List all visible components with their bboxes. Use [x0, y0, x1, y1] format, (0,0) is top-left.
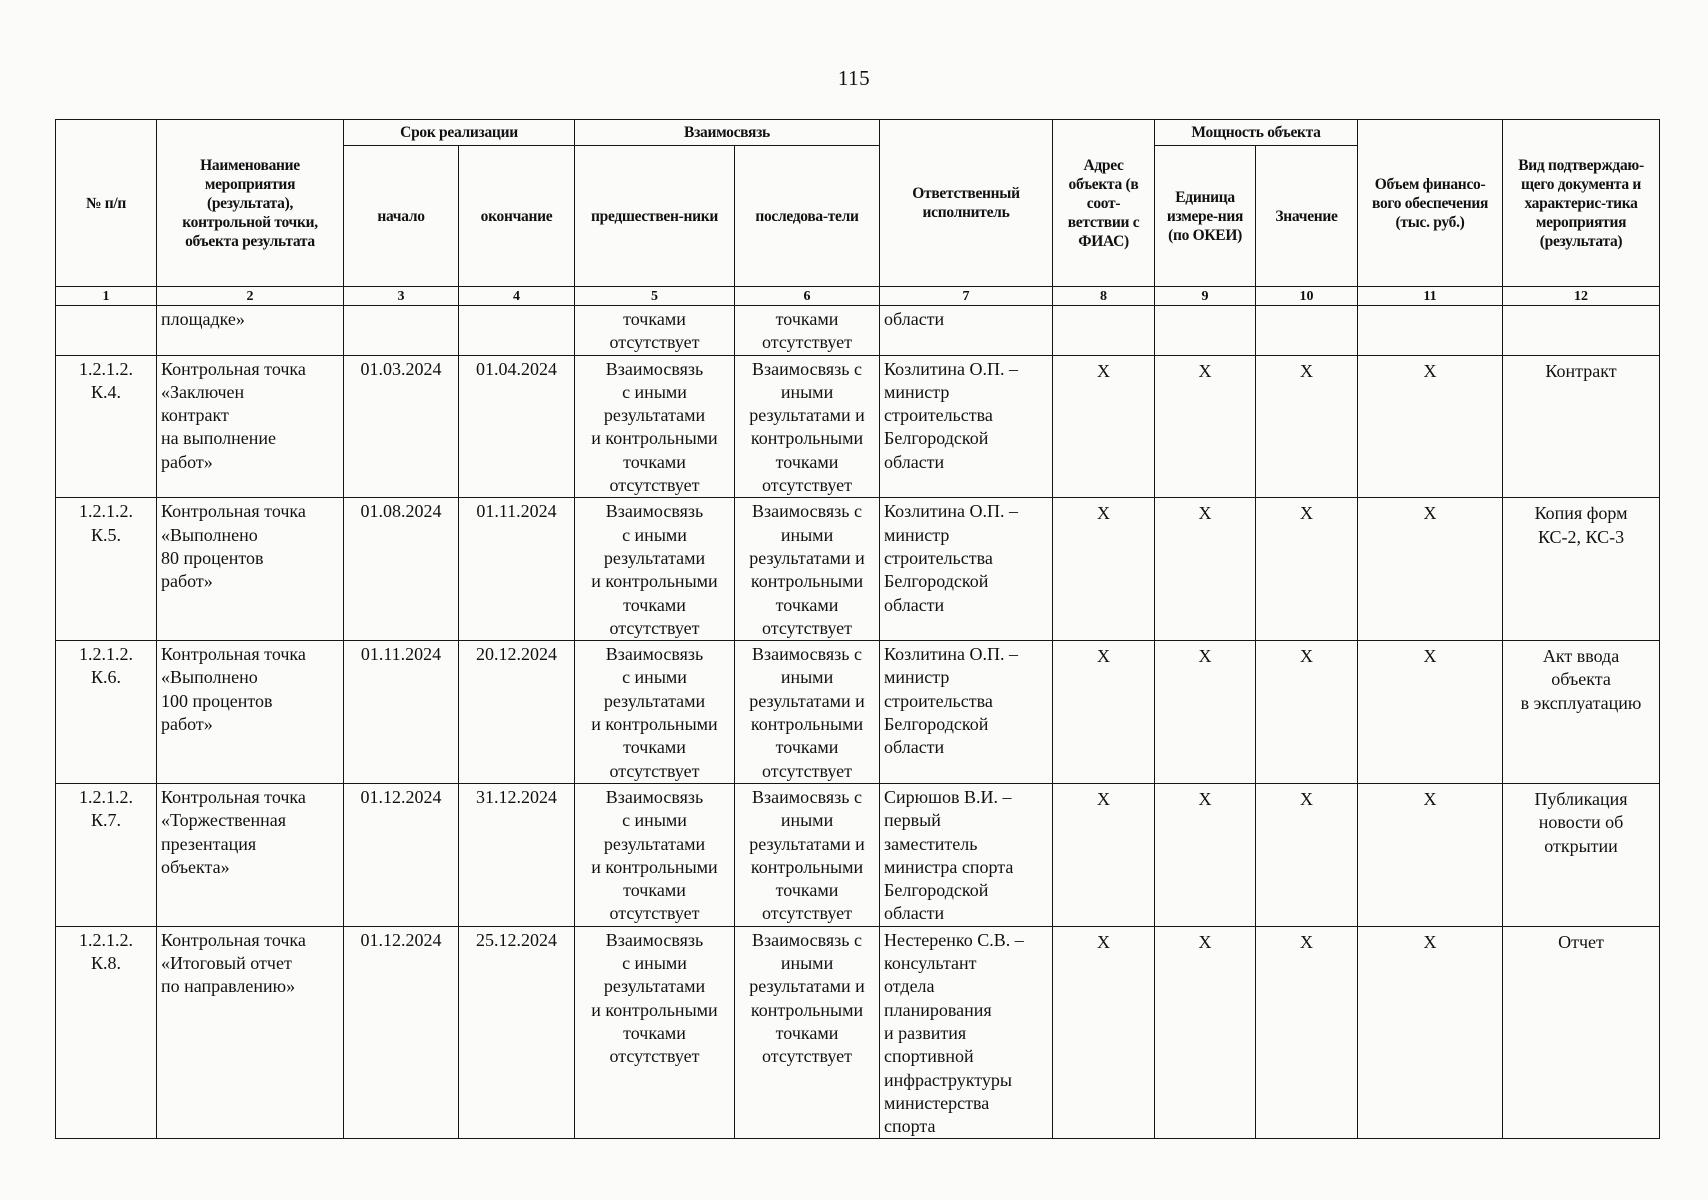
cell-value: X — [1256, 926, 1358, 1139]
page-number: 115 — [837, 66, 871, 90]
cell-num: 1.2.1.2. К.7. — [56, 783, 157, 926]
cell-start: 01.03.2024 — [344, 355, 459, 498]
cell-document: Копия форм КС-2, КС-3 — [1503, 498, 1660, 641]
header-addr: Адрес объекта (в соот-ветствии с ФИАС) — [1053, 120, 1155, 287]
table-row — [56, 641, 1660, 784]
header-value: Значение — [1256, 146, 1358, 287]
cell-value: X — [1256, 355, 1358, 498]
table-row-continued — [56, 306, 1660, 356]
cell-document: Публикация новости об открытии — [1503, 783, 1660, 926]
cell-value: X — [1256, 783, 1358, 926]
cell-name: Контрольная точка «Итоговый отчет по направлению» — [157, 926, 344, 1139]
col-number: 3 — [344, 287, 459, 306]
cell-name: Контрольная точка «Торжественная презентация объекта» — [157, 783, 344, 926]
col-number: 6 — [735, 287, 880, 306]
checkpoint-table — [55, 119, 1660, 1139]
cell-start: 01.12.2024 — [344, 926, 459, 1139]
cell-end: 31.12.2024 — [459, 783, 575, 926]
col-number: 12 — [1503, 287, 1660, 306]
cell-value: X — [1256, 498, 1358, 641]
cell-address: X — [1053, 498, 1155, 641]
cell-finance: X — [1358, 641, 1503, 784]
cell-responsible: Козлитина О.П. – министр строительства Белгородской области — [880, 641, 1053, 784]
cell-successors: Взаимосвязь с иными результатами и контрольными точками отсутствует — [735, 641, 880, 784]
table-row — [56, 355, 1660, 498]
cell-successors: Взаимосвязь с иными результатами и контрольными точками отсутствует — [735, 783, 880, 926]
col-number: 2 — [157, 287, 344, 306]
cell-address: X — [1053, 783, 1155, 926]
cell-end: 25.12.2024 — [459, 926, 575, 1139]
cell-predecessors: Взаимосвязь с иными результатами и контрольными точками отсутствует — [575, 926, 735, 1139]
header-power: Мощность объекта — [1155, 120, 1358, 146]
header-pred: предшествен-ники — [575, 146, 735, 287]
table-row — [56, 926, 1660, 1139]
header-resp: Ответственный исполнитель — [880, 120, 1053, 287]
cell-document: Отчет — [1503, 926, 1660, 1139]
header-fin: Объем финансо-вого обеспечения (тыс. руб.) — [1358, 120, 1503, 287]
cell-start: 01.12.2024 — [344, 783, 459, 926]
header-srok: Срок реализации — [344, 120, 575, 146]
cell-predecessors: Взаимосвязь с иными результатами и контрольными точками отсутствует — [575, 641, 735, 784]
cell-num: 1.2.1.2. К.6. — [56, 641, 157, 784]
cell-start: 01.08.2024 — [344, 498, 459, 641]
cell-name: Контрольная точка «Заключен контракт на выполнение работ» — [157, 355, 344, 498]
col-number: 10 — [1256, 287, 1358, 306]
cell-name: площадке» — [157, 306, 344, 356]
cell-predecessors: Взаимосвязь с иными результатами и контрольными точками отсутствует — [575, 355, 735, 498]
cell-responsible: Нестеренко С.В. – консультант отдела планирования и развития спортивной инфраструктуры министерства спорта — [880, 926, 1053, 1139]
cell-predecessors: точками отсутствует — [575, 306, 735, 356]
col-number: 8 — [1053, 287, 1155, 306]
cell-responsible: Сирюшов В.И. – первый заместитель министра спорта Белгородской области — [880, 783, 1053, 926]
cell-address: X — [1053, 926, 1155, 1139]
cell-finance: X — [1358, 498, 1503, 641]
cell-num: 1.2.1.2. К.5. — [56, 498, 157, 641]
cell-num: 1.2.1.2. К.4. — [56, 355, 157, 498]
cell-successors: точками отсутствует — [735, 306, 880, 356]
table-row — [56, 783, 1660, 926]
cell-end: 01.11.2024 — [459, 498, 575, 641]
cell-predecessors: Взаимосвязь с иными результатами и контрольными точками отсутствует — [575, 783, 735, 926]
col-number: 9 — [1155, 287, 1256, 306]
cell-unit: X — [1155, 641, 1256, 784]
cell-responsible: Козлитина О.П. – министр строительства Белгородской области — [880, 355, 1053, 498]
cell-document: Контракт — [1503, 355, 1660, 498]
cell-unit: X — [1155, 355, 1256, 498]
cell-unit: X — [1155, 926, 1256, 1139]
cell-name: Контрольная точка «Выполнено 80 процентов работ» — [157, 498, 344, 641]
header-posl: последова-тели — [735, 146, 880, 287]
cell-num: 1.2.1.2. К.8. — [56, 926, 157, 1139]
cell-responsible: Козлитина О.П. – министр строительства Белгородской области — [880, 498, 1053, 641]
cell-successors: Взаимосвязь с иными результатами и контрольными точками отсутствует — [735, 926, 880, 1139]
cell-finance: X — [1358, 926, 1503, 1139]
cell-document: Акт ввода объекта в эксплуатацию — [1503, 641, 1660, 784]
col-number: 1 — [56, 287, 157, 306]
cell-end: 20.12.2024 — [459, 641, 575, 784]
cell-successors: Взаимосвязь с иными результатами и контрольными точками отсутствует — [735, 498, 880, 641]
cell-predecessors: Взаимосвязь с иными результатами и контрольными точками отсутствует — [575, 498, 735, 641]
header-num: № п/п — [56, 120, 157, 287]
cell-address: X — [1053, 355, 1155, 498]
col-number: 7 — [880, 287, 1053, 306]
cell-unit: X — [1155, 498, 1256, 641]
cell-unit: X — [1155, 783, 1256, 926]
cell-finance: X — [1358, 355, 1503, 498]
cell-finance: X — [1358, 783, 1503, 926]
cell-responsible: области — [880, 306, 1053, 356]
cell-successors: Взаимосвязь с иными результатами и контрольными точками отсутствует — [735, 355, 880, 498]
header-vzaim: Взаимосвязь — [575, 120, 880, 146]
cell-value: X — [1256, 641, 1358, 784]
header-unit: Единица измере-ния (по ОКЕИ) — [1155, 146, 1256, 287]
col-number: 5 — [575, 287, 735, 306]
cell-name: Контрольная точка «Выполнено 100 процентов работ» — [157, 641, 344, 784]
cell-end: 01.04.2024 — [459, 355, 575, 498]
col-number: 11 — [1358, 287, 1503, 306]
header-start: начало — [344, 146, 459, 287]
cell-start: 01.11.2024 — [344, 641, 459, 784]
header-doc: Вид подтверждаю-щего документа и характерис-тика мероприятия (результата) — [1503, 120, 1660, 287]
table-row — [56, 498, 1660, 641]
header-end: окончание — [459, 146, 575, 287]
header-name: Наименование мероприятия (результата), контрольной точки, объекта результата — [157, 120, 344, 287]
cell-address: X — [1053, 641, 1155, 784]
col-number: 4 — [459, 287, 575, 306]
